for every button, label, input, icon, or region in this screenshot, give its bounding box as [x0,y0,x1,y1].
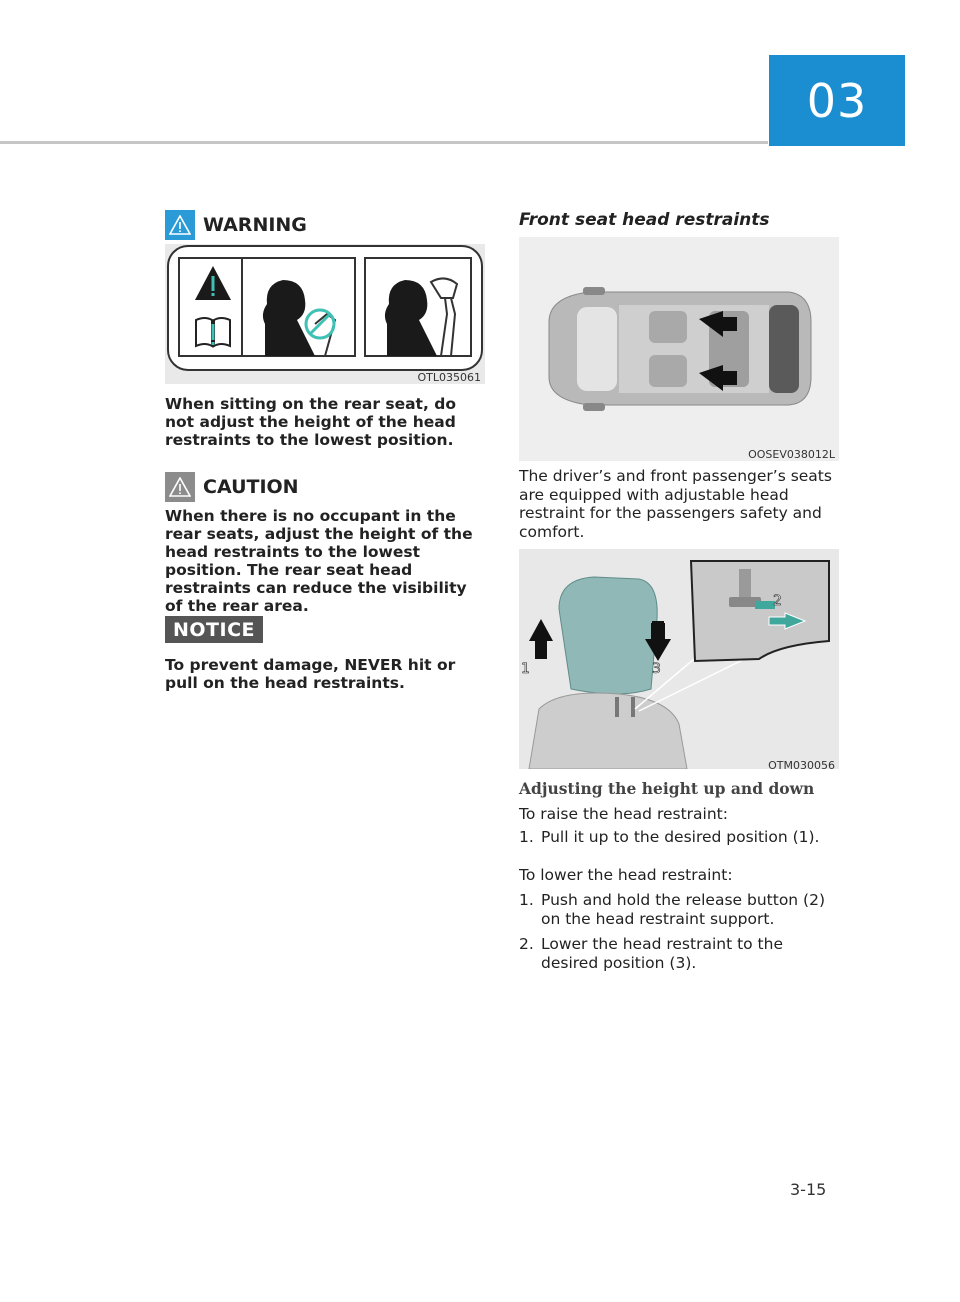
caution-icon [165,472,195,502]
warning-title: WARNING [203,214,307,236]
list-item: 2. Lower the head restraint to the desired position (3). [519,935,783,972]
head-restraint-figure [519,549,839,769]
chapter-tab: 03 [769,55,905,146]
notice-title: NOTICE [165,616,263,643]
notice-heading [165,619,263,641]
warning-heading [165,210,307,240]
car-figure-code: OOSEV038012L [748,448,835,461]
notice-text: To prevent damage, NEVER hit or pull on the head restraints. [165,656,456,692]
caution-text: When there is no occupant in the rear seats, adjust the height of the head restraints to the lowest position. The rear seat head restraints can reduce the visibility of the rear area. [165,507,473,615]
raise-intro: To raise the head restraint: [519,805,728,823]
adjusting-title: Adjusting the height up and down [519,779,815,798]
page-number: 3-15 [790,1180,827,1199]
list-item: 1. Push and hold the release button (2) on the head restraint support. [519,891,826,928]
caution-heading [165,472,299,502]
header-rule [0,141,768,144]
warning-text: When sitting on the rear seat, do not adjust the height of the head restraints to the lowest position. [165,395,456,449]
car-top-view-illustration [549,287,811,411]
callout-2: 2 [773,593,782,609]
head-restraint-figure-code: OTM030056 [768,759,835,772]
front-intro-text: The driver’s and front passenger’s seats are equipped with adjustable head restraint for the passengers safety and comfort. [519,467,832,541]
caution-title: CAUTION [203,476,299,498]
list-item: 1. Pull it up to the desired position (1). [519,828,820,846]
car-top-view-figure [519,237,839,461]
lower-intro: To lower the head restraint: [519,866,733,884]
warning-icon [165,210,195,240]
warning-figure [165,244,485,384]
callout-3: 3 [652,661,661,677]
warning-figure-code: OTL035061 [417,371,481,384]
callout-1: 1 [521,661,530,677]
front-section-title: Front seat head restraints [519,210,770,230]
